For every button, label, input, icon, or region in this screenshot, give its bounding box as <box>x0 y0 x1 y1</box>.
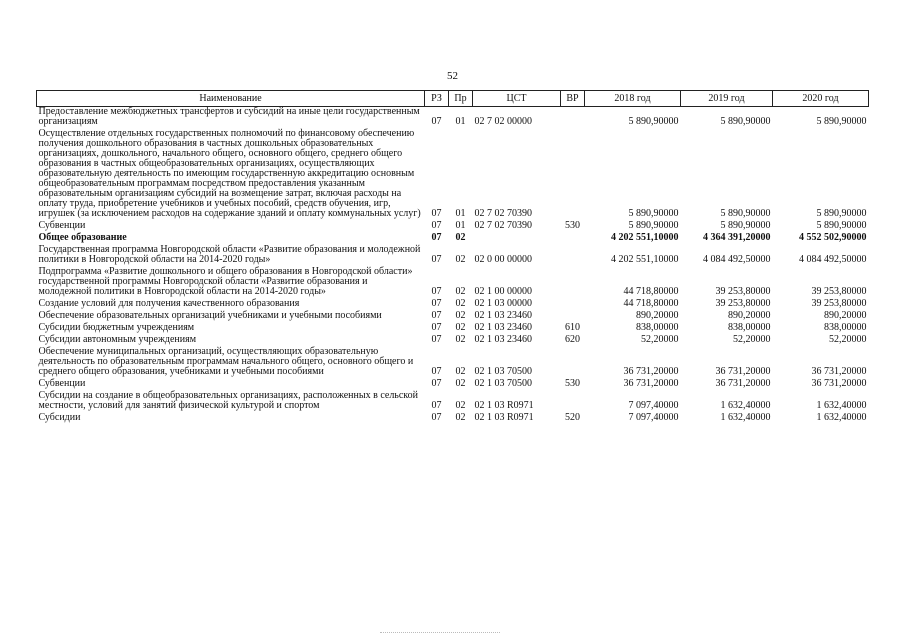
cell-cst: 02 0 00 00000 <box>474 254 532 265</box>
cell-name: Общее образование <box>38 232 127 243</box>
table-body <box>37 107 869 424</box>
cell-rz: 07 <box>431 412 442 423</box>
cell-2018: 44 718,80000 <box>623 286 679 297</box>
table-row <box>37 127 869 219</box>
cell-rz: 07 <box>431 232 442 243</box>
cell-vr: 530 <box>565 378 580 389</box>
cell-name: Субсидии на создание в общеобразовательных организациях, расположенных в сельской местности, условий для занятий физической культурой и спортом <box>38 390 419 411</box>
table-row <box>37 377 869 389</box>
cell-cst: 02 7 02 00000 <box>474 116 532 127</box>
header-2020: 2020 год <box>773 91 869 107</box>
cell-name: Субсидии <box>38 412 81 423</box>
cell-name: Субсидии бюджетным учреждениям <box>38 322 195 333</box>
cell-rz: 07 <box>431 286 442 297</box>
cell-2020: 890,20000 <box>824 310 867 321</box>
cell-pr: 02 <box>455 378 466 389</box>
cell-rz: 07 <box>431 322 442 333</box>
header-vr: ВР <box>561 91 585 107</box>
cell-vr <box>561 243 585 265</box>
cell-2018: 7 097,40000 <box>628 400 679 411</box>
cell-2019: 39 253,80000 <box>715 298 771 309</box>
cell-vr: 530 <box>565 220 580 231</box>
cell-name: Обеспечение образовательных организаций учебниками и учебными пособиями <box>38 310 382 321</box>
header-2018: 2018 год <box>585 91 681 107</box>
cell-vr <box>561 297 585 309</box>
cell-2019: 838,00000 <box>728 322 771 333</box>
scan-artifact <box>380 632 500 636</box>
cell-2019: 39 253,80000 <box>715 286 771 297</box>
cell-name: Субсидии автономным учреждениям <box>38 334 197 345</box>
table-row <box>37 107 869 128</box>
cell-vr <box>561 127 585 219</box>
page-number: 52 <box>447 70 458 82</box>
header-rz: РЗ <box>425 91 449 107</box>
header-2019: 2019 год <box>681 91 773 107</box>
cell-cst: 02 1 03 23460 <box>474 322 532 333</box>
cell-2019: 4 084 492,50000 <box>703 254 771 265</box>
cell-pr: 02 <box>455 366 466 377</box>
cell-rz: 07 <box>431 220 442 231</box>
cell-pr: 02 <box>455 334 466 345</box>
cell-pr: 02 <box>455 298 466 309</box>
cell-2020: 4 552 502,90000 <box>799 232 867 243</box>
cell-rz: 07 <box>431 298 442 309</box>
table-row <box>37 333 869 345</box>
cell-2019: 1 632,40000 <box>720 400 771 411</box>
cell-cst: 02 1 03 R0971 <box>474 400 534 411</box>
cell-name: Создание условий для получения качественного образования <box>38 298 300 309</box>
cell-cst: 02 1 03 23460 <box>474 310 532 321</box>
cell-2019: 36 731,20000 <box>715 366 771 377</box>
cell-pr: 02 <box>455 400 466 411</box>
cell-pr: 02 <box>455 322 466 333</box>
cell-2020: 5 890,90000 <box>816 116 867 127</box>
cell-2018: 44 718,80000 <box>623 298 679 309</box>
cell-rz: 07 <box>431 116 442 127</box>
cell-cst: 02 1 03 23460 <box>474 334 532 345</box>
cell-pr: 01 <box>455 208 466 219</box>
cell-name: Субвенции <box>38 378 86 389</box>
cell-2020: 36 731,20000 <box>811 378 867 389</box>
cell-2018: 4 202 551,10000 <box>611 232 679 243</box>
cell-pr: 02 <box>455 412 466 423</box>
cell-vr <box>561 231 585 243</box>
table-row <box>37 345 869 377</box>
cell-pr: 01 <box>455 116 466 127</box>
cell-cst: 02 1 03 70500 <box>474 378 532 389</box>
cell-2020: 39 253,80000 <box>811 298 867 309</box>
cell-2020: 5 890,90000 <box>816 220 867 231</box>
cell-2019: 5 890,90000 <box>720 208 771 219</box>
cell-rz: 07 <box>431 254 442 265</box>
cell-rz: 07 <box>431 378 442 389</box>
header-cst: ЦСТ <box>473 91 561 107</box>
cell-name: Подпрограмма «Развитие дошкольного и общего образования в Новгородской области» государственной программы Новгородской области «Развитие образования и молодежной политики в Новгородской области на 2014-2020 годы» <box>38 266 413 297</box>
cell-2019: 5 890,90000 <box>720 220 771 231</box>
cell-rz: 07 <box>431 208 442 219</box>
table-row <box>37 411 869 423</box>
cell-2020: 1 632,40000 <box>816 400 867 411</box>
cell-2018: 36 731,20000 <box>623 366 679 377</box>
budget-table <box>36 90 869 423</box>
cell-2020: 1 632,40000 <box>816 412 867 423</box>
cell-2018: 5 890,90000 <box>628 220 679 231</box>
cell-cst: 02 1 00 00000 <box>474 286 532 297</box>
cell-cst: 02 1 03 R0971 <box>474 412 534 423</box>
cell-2020: 39 253,80000 <box>811 286 867 297</box>
cell-name: Осуществление отдельных государственных полномочий по финансовому обеспечению получения дошкольного образования в частных дошкольных образовательных организациях, дошкольного, начального общего, основного общего, среднего общего образования в частных общеобразовательных организациях, осуществляющих образовательную деятельность по имеющим государственную аккредитацию основным общеобразовательным программам посредством предоставления указанным образовательным организациям субсидий на возмещение затрат, включая расходы на оплату труда, приобретение учебников и учебных пособий, средств обучения, игр, игрушек (за исключением расходов на содержание зданий и оплату коммунальных услуг) <box>38 128 421 219</box>
table-row <box>37 265 869 297</box>
table-row <box>37 231 869 243</box>
cell-2019: 890,20000 <box>728 310 771 321</box>
cell-vr: 620 <box>565 334 580 345</box>
table-row <box>37 321 869 333</box>
cell-2018: 4 202 551,10000 <box>611 254 679 265</box>
cell-vr <box>561 389 585 411</box>
cell-pr: 02 <box>455 254 466 265</box>
cell-2020: 5 890,90000 <box>816 208 867 219</box>
cell-2019: 5 890,90000 <box>720 116 771 127</box>
cell-2018: 838,00000 <box>636 322 679 333</box>
cell-rz: 07 <box>431 366 442 377</box>
cell-name: Предоставление межбюджетных трансфертов и субсидий на иные цели государственным организациям <box>38 106 420 127</box>
cell-2019: 4 364 391,20000 <box>703 232 771 243</box>
cell-vr <box>561 265 585 297</box>
cell-cst: 02 7 02 70390 <box>474 220 532 231</box>
cell-vr: 520 <box>565 412 580 423</box>
cell-vr: 610 <box>565 322 580 333</box>
cell-cst <box>473 231 561 243</box>
cell-rz: 07 <box>431 400 442 411</box>
cell-2018: 7 097,40000 <box>628 412 679 423</box>
cell-name: Государственная программа Новгородской области «Развитие образования и молодежной политики в Новгородской области на 2014-2020 годы» <box>38 244 421 265</box>
cell-2020: 52,20000 <box>829 334 867 345</box>
cell-name: Субвенции <box>38 220 86 231</box>
cell-cst: 02 1 03 00000 <box>474 298 532 309</box>
cell-2018: 36 731,20000 <box>623 378 679 389</box>
cell-2018: 52,20000 <box>641 334 679 345</box>
cell-2018: 5 890,90000 <box>628 116 679 127</box>
cell-2019: 1 632,40000 <box>720 412 771 423</box>
cell-pr: 02 <box>455 286 466 297</box>
cell-2020: 838,00000 <box>824 322 867 333</box>
cell-cst: 02 7 02 70390 <box>474 208 532 219</box>
cell-2018: 5 890,90000 <box>628 208 679 219</box>
table-row <box>37 297 869 309</box>
cell-vr <box>561 309 585 321</box>
table-row <box>37 243 869 265</box>
cell-pr: 01 <box>455 220 466 231</box>
table-row <box>37 389 869 411</box>
table-header <box>37 91 869 107</box>
table-row <box>37 309 869 321</box>
cell-name: Обеспечение муниципальных организаций, осуществляющих образовательную деятельность по образовательным программам начального общего, основного общего и среднего общего образования, учебниками и учебными пособиями <box>38 346 414 377</box>
cell-2019: 36 731,20000 <box>715 378 771 389</box>
header-pr: Пр <box>449 91 473 107</box>
cell-vr <box>561 345 585 377</box>
cell-2020: 4 084 492,50000 <box>799 254 867 265</box>
cell-rz: 07 <box>431 310 442 321</box>
cell-pr: 02 <box>455 232 466 243</box>
cell-vr <box>561 107 585 128</box>
cell-pr: 02 <box>455 310 466 321</box>
cell-2018: 890,20000 <box>636 310 679 321</box>
cell-rz: 07 <box>431 334 442 345</box>
cell-2019: 52,20000 <box>733 334 771 345</box>
header-name: Наименование <box>37 91 425 107</box>
table-row <box>37 219 869 231</box>
cell-cst: 02 1 03 70500 <box>474 366 532 377</box>
cell-2020: 36 731,20000 <box>811 366 867 377</box>
